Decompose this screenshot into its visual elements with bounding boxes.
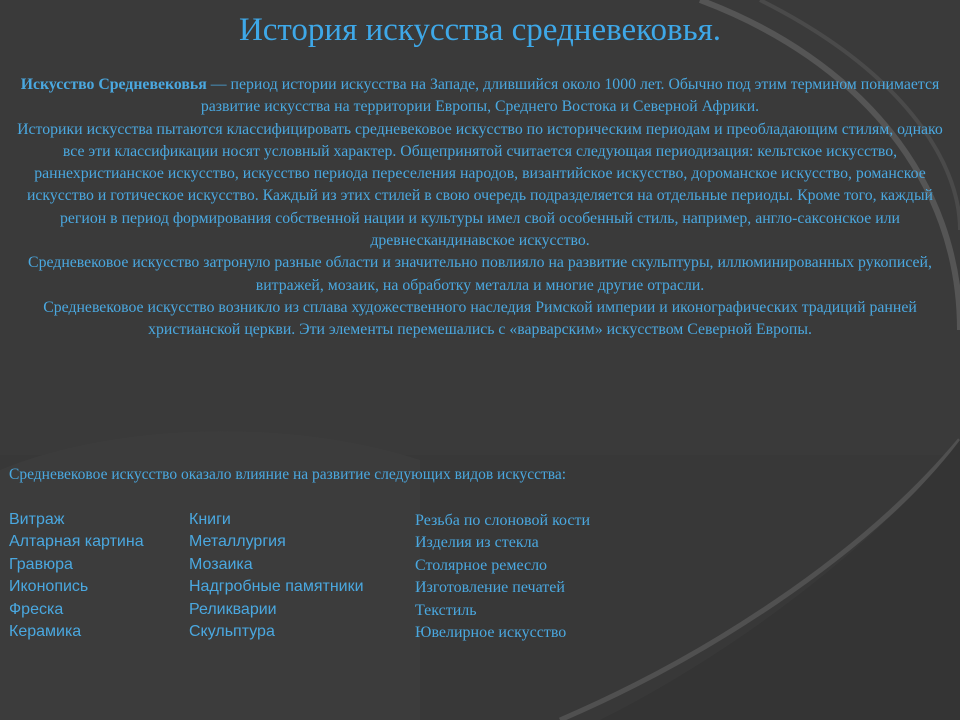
list-item: Алтарная картина: [9, 533, 144, 551]
list-item: Витраж: [9, 511, 65, 528]
list-item: Иконопись: [9, 578, 89, 596]
intro-paragraph-3: Средневековое искусство затронуло разные области и значительно повлияло на развитие скульптуры, иллюминированных рукописей, витражей, мозаик, на обработку металла и многие другие отрасли.: [28, 254, 932, 294]
intro-lead-term: Искусство Средневековья: [20, 76, 207, 93]
list-item: Резьба по слоновой кости: [415, 512, 591, 529]
list-item: Мозаика: [189, 555, 253, 573]
art-list-column-2: [189, 509, 364, 643]
list-item: Текстиль: [415, 601, 477, 619]
list-item: Надгробные памятники: [189, 578, 364, 596]
intro-paragraph-2: Историки искусства пытаются классифицировать средневековое искусство по историческим периодам и преобладающим стилям, однако все эти классификации носят условный характер. Общепринятой считается следующая периодизация: кельтское искусство, раннехристианское искусство, искусство периода переселения народов, византийское искусство, дороманское искусство, романское искусство и готическое искусство. Каждый из этих стилей в свою очередь подразделяется на отдельные периоды. Кроме того, каждый регион в период формирования собственной нации и культуры имел свой особенный стиль, например, англо-саксонское или древнескандинавское искусство.: [17, 120, 943, 250]
list-item: Изготовление печатей: [415, 579, 565, 597]
slide-title: История искусства средневековья.: [238, 12, 722, 48]
intro-paragraph-1: [12, 74, 948, 119]
list-item: Скульптура: [189, 622, 275, 640]
list-item: Изделия из стекла: [415, 534, 539, 552]
list-item: Гравюра: [9, 555, 73, 573]
list-item: Фреска: [9, 600, 64, 618]
influence-heading: Средневековое искусство оказало влияние на развитие следующих видов искусства:: [9, 466, 567, 483]
art-list-column-1: [9, 509, 144, 643]
list-item: Книги: [189, 511, 231, 528]
list-item: Ювелирное искусство: [415, 623, 567, 641]
intro-text: [12, 74, 948, 342]
list-item: Столярное ремесло: [415, 556, 548, 574]
intro-paragraph-4: Средневековое искусство возникло из сплава художественного наследия Римской империи и иконографических традиций ранней христианской церкви. Эти элементы перемешались с «варварским» искусством Северной Европы.: [43, 298, 917, 339]
art-list-column-3: [415, 510, 590, 644]
intro-lead-definition: — период истории искусства на Западе, длившийся около 1000 лет. Обычно под этим термином понимается развитие искусства на территории Европы, Среднего Востока и Северной Африки.: [200, 76, 940, 116]
list-item: Реликварии: [189, 600, 277, 618]
list-item: Керамика: [9, 622, 82, 640]
list-item: Металлургия: [189, 533, 286, 551]
